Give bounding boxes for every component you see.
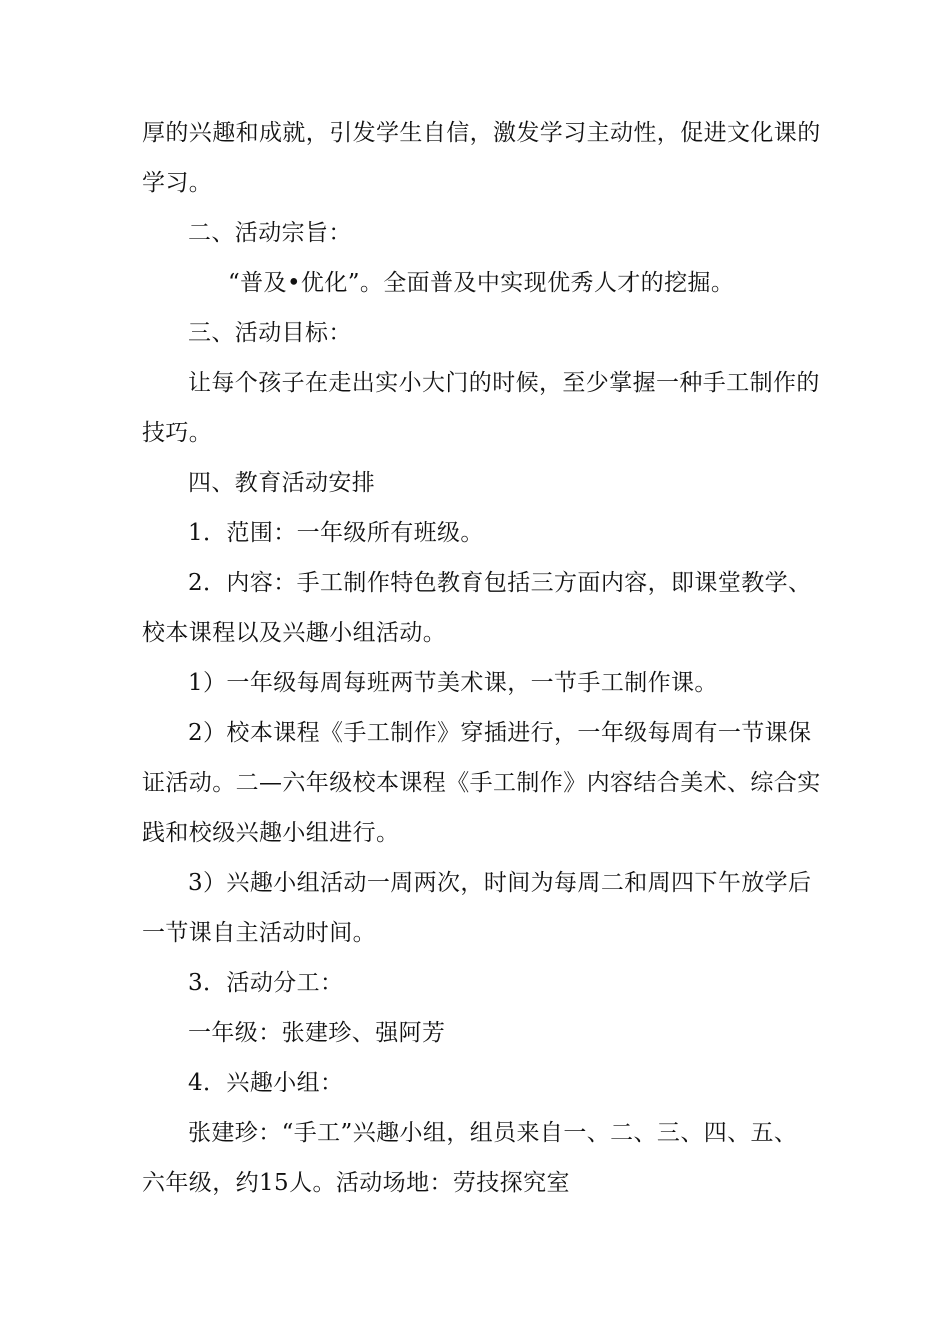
text-line: 践和校级兴趣小组进行。 [142,820,400,846]
text-line: 技巧。 [142,420,213,446]
paragraph-content [142,558,822,658]
text-line: 4．兴趣小组： [188,1070,344,1096]
paragraph-group-detail [142,1108,822,1208]
section-heading-arrangement [142,458,822,508]
text-line: 让每个孩子在走出实小大门的时候，至少掌握一种手工制作的 [188,370,820,396]
paragraph-goal [142,358,822,458]
paragraph-item-1 [142,658,822,708]
text-line: “普及•优化”。全面普及中实现优秀人才的挖掘。 [228,270,735,296]
text-line: 二、活动宗旨： [188,220,352,246]
text-line: 证活动。二—六年级校本课程《手工制作》内容结合美术、综合实 [142,770,821,796]
paragraph-interest-groups [142,1058,822,1108]
text-line: 三、活动目标： [188,320,352,346]
paragraph-scope [142,508,822,558]
text-line: 学习。 [142,170,213,196]
paragraph-item-2 [142,708,822,858]
text-line: 3．活动分工： [188,970,344,996]
section-heading-purpose [142,208,822,258]
text-line: 六年级，约15人。活动场地：劳技探究室 [142,1170,570,1196]
document-body [142,108,822,1208]
paragraph-continuation [142,108,822,208]
section-heading-goal [142,308,822,358]
text-line: 一节课自主活动时间。 [142,920,376,946]
text-line: 张建珍：“手工”兴趣小组，组员来自一、二、三、四、五、 [188,1120,798,1146]
text-line: 校本课程以及兴趣小组活动。 [142,620,447,646]
text-line: 厚的兴趣和成就，引发学生自信，激发学习主动性，促进文化课的 [142,120,821,146]
text-line: 1．范围：一年级所有班级。 [188,520,484,546]
paragraph-item-3 [142,858,822,958]
text-line: 1）一年级每周每班两节美术课，一节手工制作课。 [188,670,718,696]
text-line: 四、教育活动安排 [188,470,376,496]
text-line: 2）校本课程《手工制作》穿插进行，一年级每周有一节课保 [188,720,812,746]
paragraph-grade-one [142,1008,822,1058]
text-line: 一年级：张建珍、强阿芳 [188,1020,446,1046]
text-line: 2．内容：手工制作特色教育包括三方面内容，即课堂教学、 [188,570,812,596]
paragraph-purpose [142,258,822,308]
paragraph-division [142,958,822,1008]
text-line: 3）兴趣小组活动一周两次，时间为每周二和周四下午放学后 [188,870,812,896]
